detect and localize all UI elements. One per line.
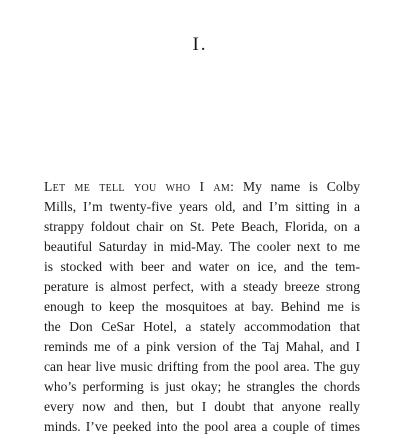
paragraph-line-8: the Don CeSar Hotel, a stately accommodation that xyxy=(44,319,360,334)
first-line-rest: My name is Colby xyxy=(234,179,361,194)
paragraph-line-1 xyxy=(44,177,360,197)
paragraph-line-3: strappy foldout chair on St. Pete Beach, Florida, on a xyxy=(44,219,360,234)
paragraph-line-9: reminds me of a pink version of the Taj Mahal, and I xyxy=(44,339,360,354)
paragraph-line-4: beautiful Saturday in mid-May. The cooler next to me xyxy=(44,239,360,254)
chapter-number: I. xyxy=(192,34,208,55)
paragraph-line-12: every now and then, but I doubt that anyone really xyxy=(44,399,360,414)
paragraph-line-7: enough to keep the mosquitoes at bay. Behind me is xyxy=(44,299,360,314)
paragraph-line-10: can hear live music drifting from the pool area. The guy xyxy=(44,359,360,374)
paragraph-line-6: perature is almost perfect, with a steady breeze strong xyxy=(44,279,360,294)
paragraph-line-2: Mills, I’m twenty-five years old, and I’m sitting in a xyxy=(44,199,360,214)
paragraph-line-11: who’s performing is just okay; he strangles the chords xyxy=(44,379,360,394)
lead-in-small-caps: Let me tell you who I am: xyxy=(44,179,235,194)
paragraph-line-5: is stocked with beer and water on ice, and the tem- xyxy=(44,259,360,274)
chapter-opening-paragraph xyxy=(44,177,360,437)
paragraph-line-13: minds. I’ve peeked into the pool area a couple of times xyxy=(44,419,360,434)
